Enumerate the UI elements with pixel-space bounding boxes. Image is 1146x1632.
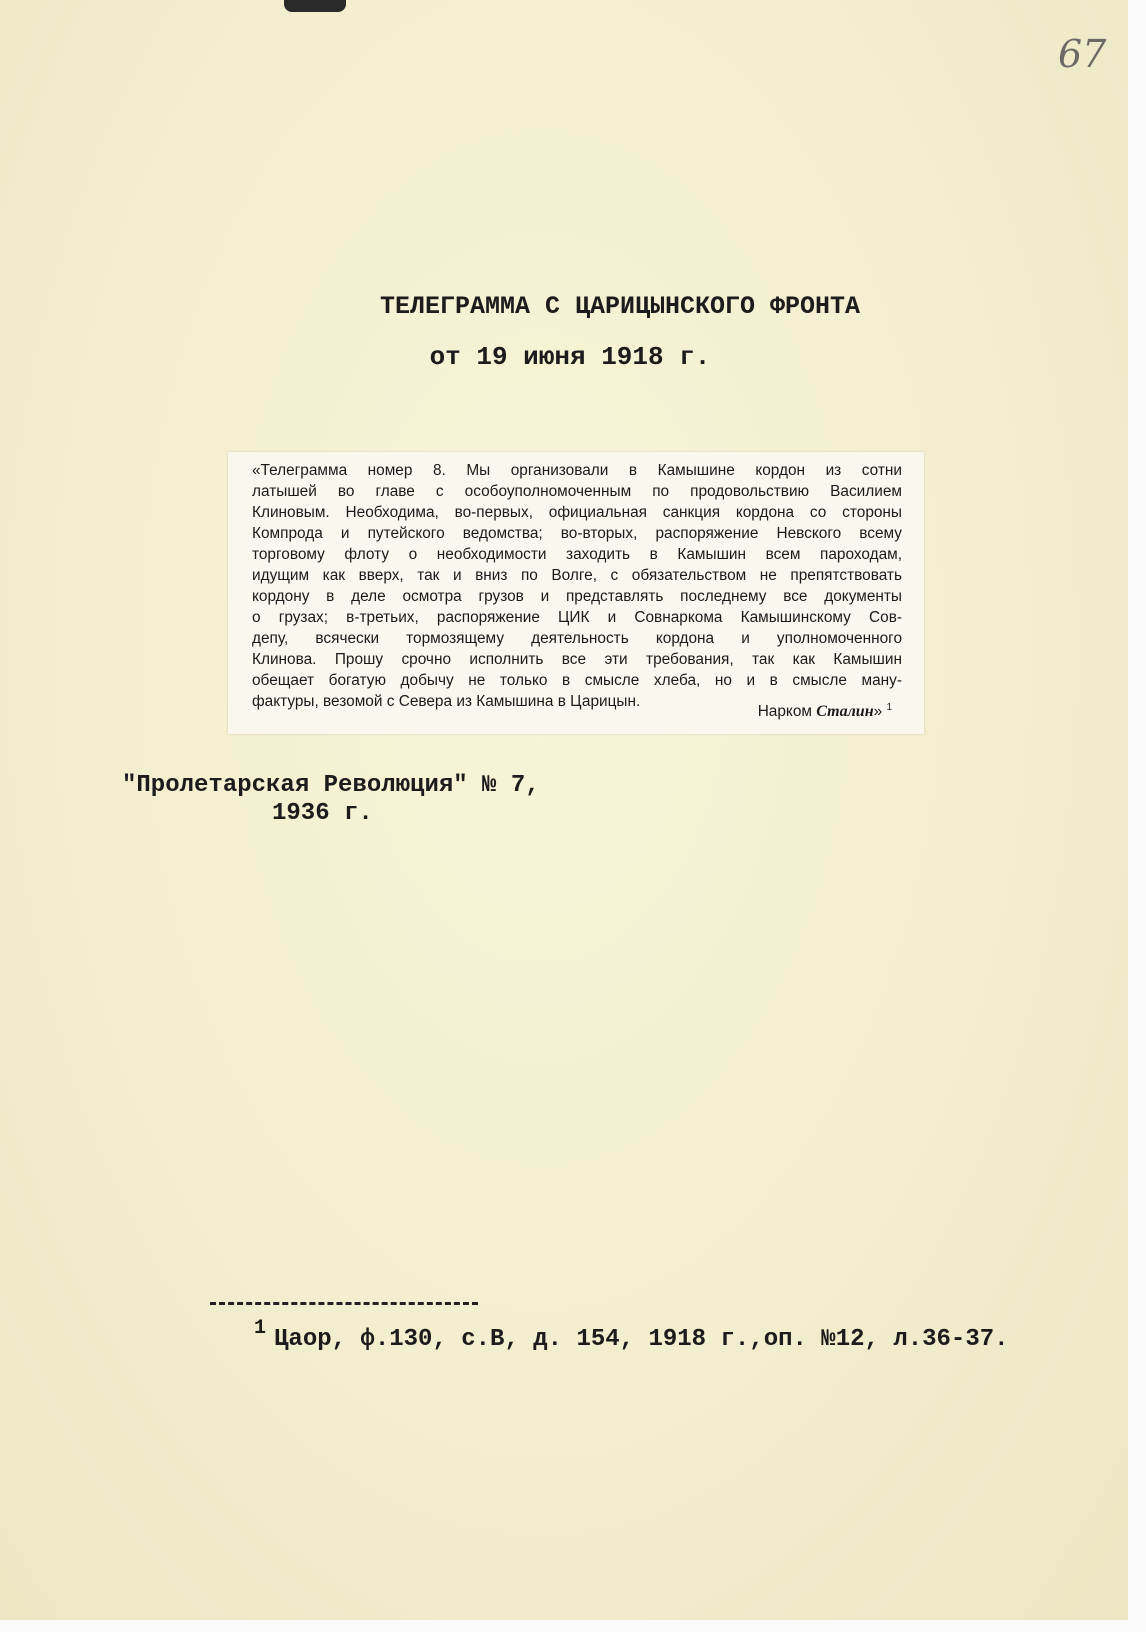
clipping-line: «Телеграмма номер 8. Мы организовали в Камышине кордон из сотни (252, 462, 902, 479)
folio-number: 67 (1058, 32, 1107, 76)
clipping-line: Клинова. Прошу срочно исполнить все эти требования, так как Камышин (252, 651, 902, 668)
document-title: ТЕЛЕГРАММА С ЦАРИЦЫНСКОГО ФРОНТА (379, 292, 861, 321)
signature-title: Нарком (757, 703, 812, 721)
clipping-line: о грузах; в-третьих, распоряжение ЦИК и Совнаркома Камышинскому Сов- (252, 609, 902, 626)
clipping-line: фактуры, везомой с Севера из Камышина в Царицын. (252, 693, 641, 710)
clipping-line: депу, всячески тормозящему деятельность кордона и уполномоченного (252, 630, 902, 647)
clipping-line: Компрода и путейского ведомства; во-вторых, распоряжение Невского всему (252, 525, 902, 542)
footnote (254, 1317, 1009, 1353)
footnote-divider (210, 1302, 478, 1305)
pasted-clipping (228, 452, 924, 734)
source-citation-year: 1936 г. (272, 800, 373, 827)
source-citation: "Пролетарская Революция" № 7, (122, 772, 540, 799)
signature-footnote-mark: 1 (886, 702, 892, 713)
footnote-mark: 1 (254, 1317, 267, 1340)
scan-margin-right (1128, 0, 1146, 1632)
footnote-text: Цаор, ф.130, с.В, д. 154, 1918 г.,оп. №12, л.36-37. (274, 1326, 1009, 1353)
clipping-line: торговому флоту о необходимости заходить в Камышин всем пароходам, (252, 546, 902, 563)
signature-closing-quote: » (873, 703, 883, 721)
clipping-line: идущим как вверх, так и вниз по Волге, с обязательством не препятствовать (252, 567, 902, 584)
scan-margin-bottom (0, 1620, 1146, 1632)
signature-name: Сталин (816, 703, 874, 721)
clipping-line: кордону в деле осмотра грузов и представлять последнему все документы (252, 588, 902, 605)
clipping-line: Клиновым. Необходима, во-первых, официальная санкция кордона со стороны (252, 504, 902, 521)
clipping-line: латышей во главе с особоуполномоченным по продовольствию Василием (252, 483, 902, 500)
document-date: от 19 июня 1918 г. (429, 342, 711, 372)
clipping-line: обещает богатую добычу не только в смысле хлеба, но и в смысле ману- (252, 672, 902, 689)
clipping-signature (758, 702, 892, 721)
binding-clip-mark (284, 0, 346, 12)
